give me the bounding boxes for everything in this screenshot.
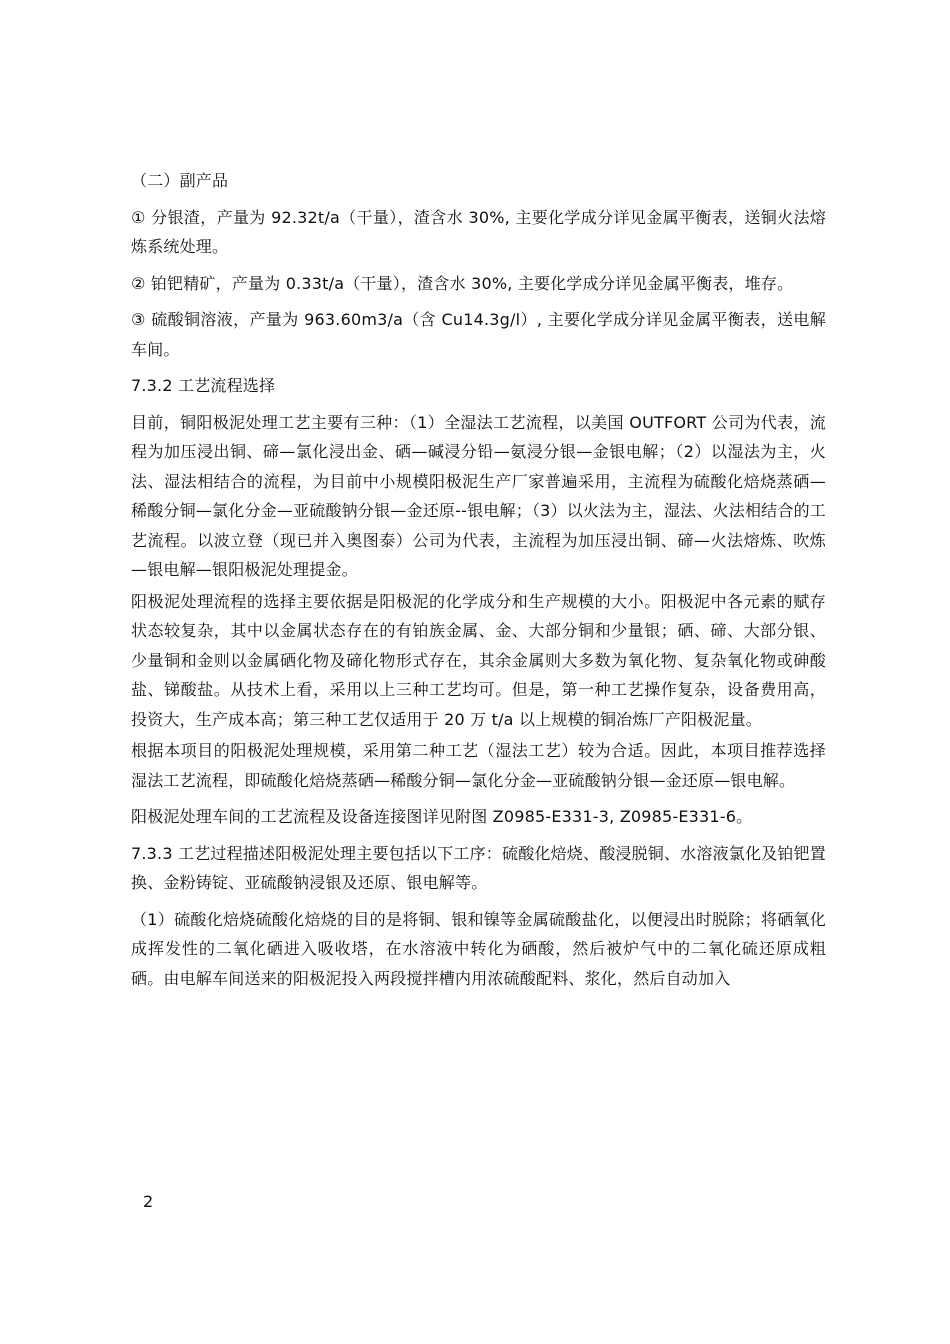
section-title-byproducts: （二）副产品 [131,171,229,190]
paragraph-sulfation-roasting: （1）硫酸化焙烧硫酸化焙烧的目的是将铜、银和镍等金属硫酸盐化，以便浸出时脱除；将硒氧化成挥发性的二氧化硒进入吸收塔，在水溶液中转化为硒酸，然后被炉气中的二氧化硫还原成粗硒。由电解车间送来的阳极泥投入两段搅拌槽内用浓硫酸配料、浆化，然后自动加入 [131,909,826,988]
paragraph-process-selection-basis: 阳极泥处理流程的选择主要依据是阳极泥的化学成分和生产规模的大小。阳极泥中各元素的赋存状态较复杂，其中以金属状态存在的有铂族金属、金、大部分铜和少量银；硒、碲、大部分银、少量铜和金则以金属硒化物及碲化物形式存在，其余金属则大多数为氧化物、复杂氧化物或砷酸盐、锑酸盐。从技术上看，采用以上三种工艺均可。但是，第一种工艺操作复杂，设备费用高，投资大，生产成本高；第三种工艺仅适用于 20 万 t/a 以上规模的铜冶炼厂产阳极泥量。 [131,591,826,729]
section-heading-7-3-3: 7.3.3 工艺过程描述阳极泥处理主要包括以下工序：硫酸化焙烧、酸浸脱铜、水溶液氯化及铂钯置换、金粉铸锭、亚硫酸钠浸银及还原、银电解等。 [131,843,826,892]
paragraph-drawing-reference: 阳极泥处理车间的工艺流程及设备连接图详见附图 Z0985-E331-3, Z0985-E331-6。 [131,807,753,826]
byproduct-item-silver-residue: ① 分银渣，产量为 92.32t/a（干量），渣含水 30%, 主要化学成分详见金属平衡表，送铜火法熔炼系统处理。 [131,207,826,256]
document-body [131,166,826,1000]
section-heading-7-3-2: 7.3.2 工艺流程选择 [131,376,276,395]
paragraph-recommendation: 根据本项目的阳极泥处理规模，采用第二种工艺（湿法工艺）较为合适。因此，本项目推荐选择湿法工艺流程，即硫酸化焙烧蒸硒—稀酸分铜—氯化分金—亚硫酸钠分银—金还原—银电解。 [131,741,826,790]
paragraph-process-overview: 目前，铜阳极泥处理工艺主要有三种：（1）全湿法工艺流程，以美国 OUTFORT 公司为代表，流程为加压浸出铜、碲—氯化浸出金、硒—碱浸分铅—氨浸分银—金银电解；（2）以湿法为主，火法、湿法相结合的流程，为目前中小规模阳极泥生产厂家普遍采用，主流程为硫酸化焙烧蒸硒—稀酸分铜—氯化分金—亚硫酸钠分银—金还原--银电解；（3）以火法为主，湿法、火法相结合的工艺流程。以波立登（现已并入奥图泰）公司为代表，主流程为加压浸出铜、碲—火法熔炼、吹炼—银电解—银阳极泥处理提金。 [131,412,826,579]
byproduct-item-copper-sulfate: ③ 硫酸铜溶液，产量为 963.60m3/a（含 Cu14.3g/l）, 主要化学成分详见金属平衡表，送电解车间。 [131,310,826,359]
page-number: 2 [143,1192,154,1211]
byproduct-item-platinum-palladium: ② 铂钯精矿，产量为 0.33t/a（干量），渣含水 30%, 主要化学成分详见金属平衡表，堆存。 [131,273,794,293]
